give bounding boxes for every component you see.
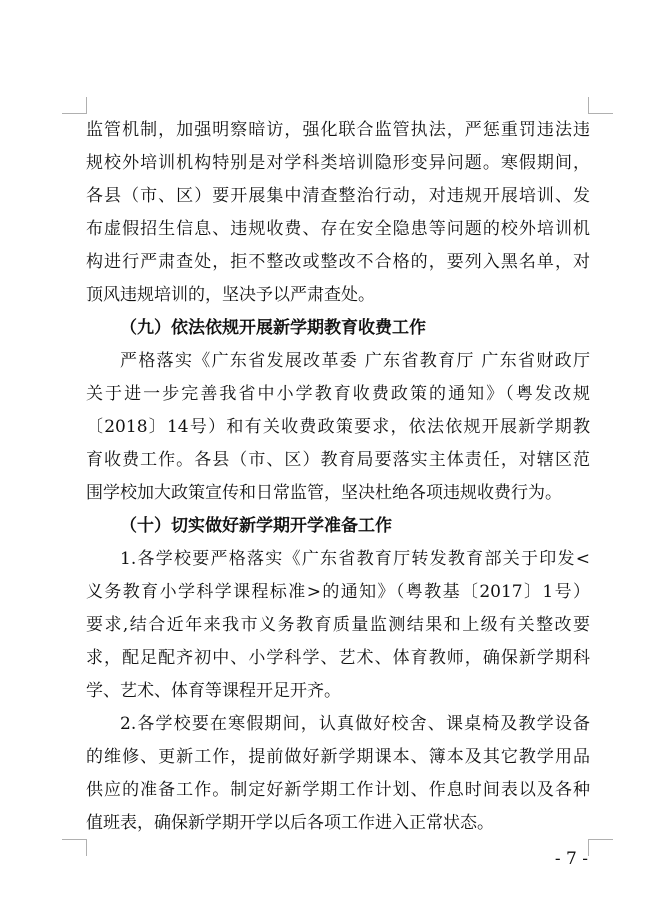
paragraph-line: 规校外培训机构特别是对学科类培训隐形变异问题。寒假期间，: [86, 153, 590, 173]
crop-mark-bottom-right: [588, 839, 613, 856]
paragraph-line: 布虚假招生信息、违规收费、存在安全隐患等问题的校外培训机: [86, 219, 590, 239]
page-number: - 7 -: [554, 849, 588, 869]
paragraph-line: 构进行严肃查处，拒不整改或整改不合格的，要列入黑名单，对: [86, 252, 590, 272]
paragraph-line: 义务教育小学科学课程标准>的通知》（粤教基〔2017〕1号）: [86, 582, 590, 602]
paragraph-line: 值班表，确保新学期开学以后各项工作进入正常状态。: [86, 813, 494, 833]
section-heading: （九）依法依规开展新学期教育收费工作: [120, 318, 426, 338]
section-heading: （十）切实做好新学期开学准备工作: [120, 516, 392, 536]
crop-mark-top-left: [62, 97, 87, 114]
paragraph-line: 供应的准备工作。制定好新学期工作计划、作息时间表以及各种: [86, 780, 590, 800]
paragraph-line: 求，配足配齐初中、小学科学、艺术、体育教师，确保新学期科: [86, 648, 590, 668]
paragraph-line: 监管机制，加强明察暗访，强化联合监管执法，严惩重罚违法违: [86, 120, 590, 140]
paragraph-line: 关于进一步完善我省中小学教育收费政策的通知》（粤发改规: [86, 384, 590, 404]
crop-mark-top-right: [588, 97, 613, 114]
paragraph-line: 严格落实《广东省发展改革委 广东省教育厅 广东省财政厅: [120, 351, 590, 371]
crop-mark-bottom-left: [62, 839, 87, 856]
paragraph-line: 要求,结合近年来我市义务教育质量监测结果和上级有关整改要: [86, 615, 590, 635]
paragraph-line: 2.各学校要在寒假期间，认真做好校舍、课桌椅及教学设备: [120, 714, 590, 734]
paragraph-line: 育收费工作。各县（市、区）教育局要落实主体责任，对辖区范: [86, 450, 590, 470]
paragraph-line: 〔2018〕14号）和有关收费政策要求，依法依规开展新学期教: [86, 417, 590, 437]
paragraph-line: 顶风违规培训的，坚决予以严肃查处。: [86, 285, 375, 305]
paragraph-line: 1.各学校要严格落实《广东省教育厅转发教育部关于印发<: [120, 549, 590, 569]
document-body: [86, 114, 590, 840]
paragraph-line: 的维修、更新工作，提前做好新学期课本、簿本及其它教学用品: [86, 747, 590, 767]
paragraph-line: 围学校加大政策宣传和日常监管，坚决杜绝各项违规收费行为。: [86, 483, 562, 503]
paragraph-line: 学、艺术、体育等课程开足开齐。: [86, 681, 341, 701]
paragraph-line: 各县（市、区）要开展集中清查整治行动，对违规开展培训、发: [86, 186, 590, 206]
